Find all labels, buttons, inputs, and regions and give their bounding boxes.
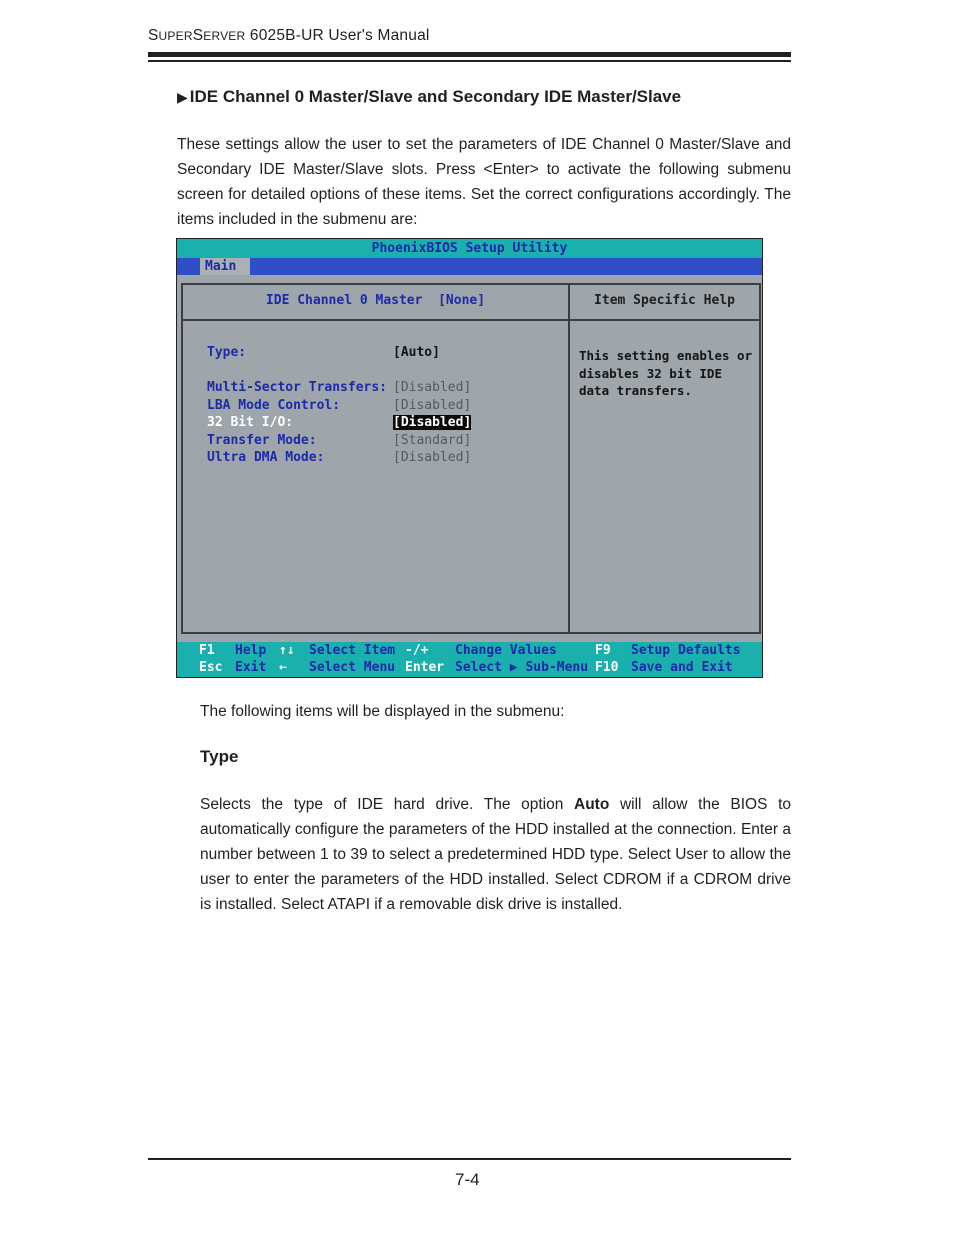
bios-item-label[interactable]: Multi-Sector Transfers: [207,380,388,395]
bios-item-value[interactable]: [Disabled] [393,380,472,395]
bios-key-action: Save and Exit [631,660,733,675]
bios-key: F9 [595,643,611,658]
bios-key: F1 [199,643,215,658]
bios-key-action: Exit [235,660,267,675]
bios-item-label[interactable]: Ultra DMA Mode: [207,450,325,465]
bios-item-label[interactable]: Transfer Mode: [207,433,317,448]
bios-help-text: This setting enables or disables 32 bit IDE data transfers. [579,348,753,398]
triangle-bullet-icon: ▶ [177,89,188,105]
bios-key-action: Select ▶ Sub-Menu [455,660,589,675]
submenu-intro-line: The following items will be displayed in the submenu: [200,703,565,720]
type-heading: Type [200,747,239,766]
bios-item-value[interactable]: [Disabled] [393,398,472,413]
bios-key-legend [177,642,762,677]
bios-tab-main[interactable]: Main [200,258,250,275]
bios-item-label-selected[interactable]: 32 Bit I/O: [207,415,294,430]
footer-rule [148,1158,791,1160]
header-rule-thick [148,52,791,57]
bios-panel-divider [183,319,568,321]
bios-key-action: Help [235,643,267,658]
bios-item-value[interactable]: [Standard] [393,433,472,448]
bios-key: -/+ [405,643,429,658]
bios-item-label[interactable]: LBA Mode Control: [207,398,341,413]
page-number: 7-4 [455,1170,480,1189]
bios-menu-bar [177,258,762,275]
bios-key-action: Setup Defaults [631,643,741,658]
bios-key: ← [279,660,287,675]
bios-key: Esc [199,660,223,675]
type-paragraph: Selects the type of IDE hard drive. The option Auto will allow the BIOS to automatically configure the parameters of the HDD installed at the connection. Enter a number between 1 to 39 to select a predetermined HDD type. Select User to allow the user to enter the parameters of the HDD installed. Select CDROM if a CDROM drive is installed. Select ATAPI if a removable disk drive is installed. [200,796,791,913]
bios-item-value-selected[interactable]: [Disabled] [393,415,472,430]
bios-item-label[interactable]: Type: [207,345,247,360]
bios-item-value[interactable]: [Disabled] [393,450,472,465]
bios-panel-title: IDE Channel 0 Master [None] [265,293,486,308]
section-heading: ▶ IDE Channel 0 Master/Slave and Secondary IDE Master/Slave [177,87,682,106]
bios-settings-panel [181,283,570,634]
header-rule-thin [148,60,791,62]
bios-item-value[interactable]: [Auto] [393,345,440,360]
bios-panel-divider [570,319,759,321]
intro-paragraph: These settings allow the user to set the parameters of IDE Channel 0 Master/Slave and Secondary IDE Master/Slave slots. Press <Enter> to activate the following submenu screen for detailed options of these items. Set the correct configurations accordingly. The items included in the submenu are: [177,136,791,228]
bios-key: ↑↓ [279,643,295,658]
bios-key-action: Select Menu [309,660,396,675]
bios-key: F10 [595,660,619,675]
bios-key-action: Select Item [309,643,396,658]
bios-key-action: Change Values [455,643,557,658]
bios-key: Enter [405,660,445,675]
bios-help-panel [570,283,761,634]
bios-help-title: Item Specific Help [594,293,735,308]
bios-title-bar: PhoenixBIOS Setup Utility [177,239,762,258]
running-header: SUPERSERVER 6025B-UR User's Manual [148,27,430,44]
bios-screenshot [176,238,763,678]
